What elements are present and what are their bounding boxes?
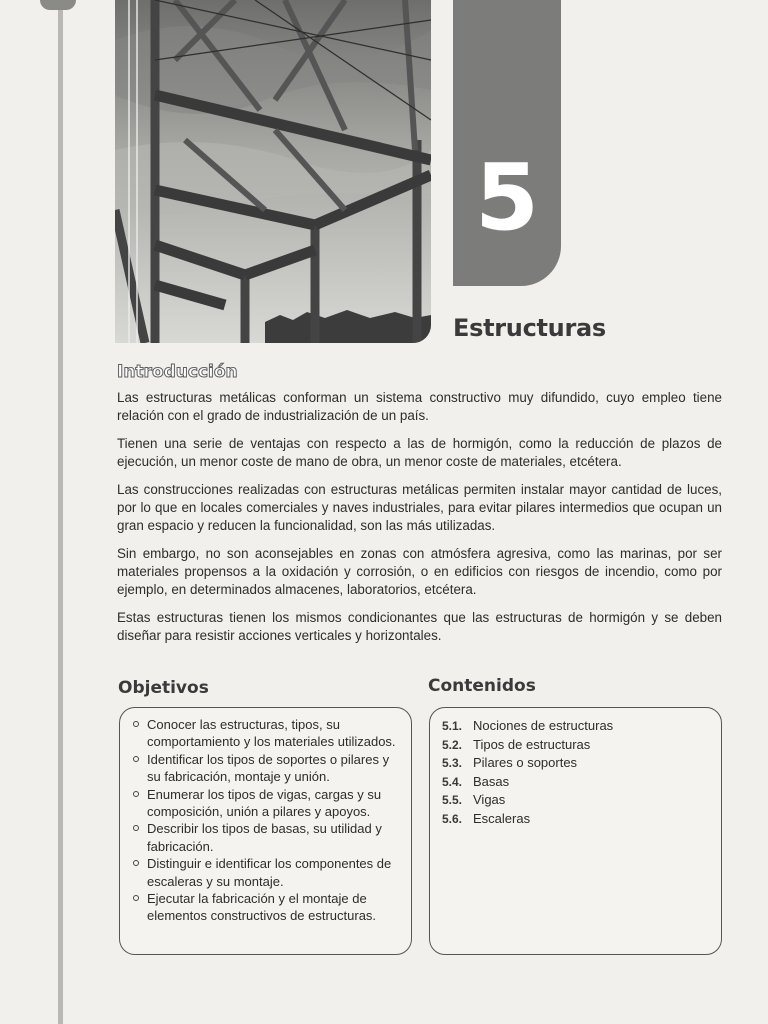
objetivos-box (119, 707, 412, 955)
contenido-number: 5.5. (442, 793, 463, 808)
chapter-tab (453, 0, 561, 286)
chapter-number: 5 (474, 144, 539, 251)
contenido-item (442, 791, 721, 810)
objetivo-item: Describir los tipos de basas, su utilidad y fabricación. (147, 820, 401, 855)
objetivo-item: Conocer las estructuras, tipos, su comportamiento y los materiales utilizados. (147, 716, 401, 751)
contenido-label: Nociones de estructuras (473, 718, 614, 733)
contenido-label: Vigas (473, 792, 506, 808)
intro-body (117, 389, 722, 655)
intro-paragraph: Las construcciones realizadas con estructuras metálicas permiten instalar mayor cantidad de luces, por lo que en locales comerciales y naves industriales, para evitar pilares intermedios que ocupan un gran espacio y reducen la funcionalidad, son las más utilizadas. (117, 482, 722, 533)
intro-paragraph: Tienen una serie de ventajas con respecto a las de hormigón, como la reducción de plazos de ejecución, un menor coste de mano de obra, un menor coste de materiales, etcétera. (117, 436, 722, 469)
intro-paragraph: Estas estructuras tienen los mismos condicionantes que las estructuras de hormigón y se deben diseñar para resistir acciones verticales y horizontales. (117, 610, 722, 643)
contenido-item (442, 773, 721, 792)
page-binding-edge (58, 0, 63, 1024)
intro-heading: Introducción (117, 362, 238, 382)
contenido-number: 5.1. (442, 719, 463, 733)
contenido-label: Basas (473, 773, 510, 789)
steel-structure-photo (115, 0, 431, 343)
contenido-number: 5.6. (442, 811, 463, 826)
objetivos-list (120, 708, 411, 925)
contenido-item (442, 810, 721, 829)
objetivo-item: Distinguir e identificar los componentes de escaleras y su montaje. (147, 855, 401, 890)
contenido-item (442, 754, 721, 773)
objetivos-heading: Objetivos (118, 678, 209, 698)
contenidos-list (430, 708, 721, 829)
contenido-label: Escaleras (473, 810, 531, 826)
contenidos-heading: Contenidos (428, 676, 536, 696)
contenido-number: 5.2. (442, 737, 463, 752)
intro-paragraph: Sin embargo, no son aconsejables en zonas con atmósfera agresiva, como las marinas, por ser materiales propensos a la oxidación y corrosión, o en edificios con riesgos de incendio, como por ejemplo, en determinados almacenes, laboratorios, etcétera. (117, 546, 722, 597)
contenido-item (442, 717, 721, 736)
contenido-label: Tipos de estructuras (473, 736, 591, 752)
contenidos-box (429, 707, 722, 955)
contenido-label: Pilares o soportes (473, 755, 578, 771)
chapter-title: Estructuras (453, 314, 606, 342)
contenido-number: 5.3. (442, 756, 463, 771)
contenido-number: 5.4. (442, 774, 463, 789)
objetivo-item: Ejecutar la fabricación y el montaje de elementos constructivos de estructuras. (147, 890, 401, 925)
intro-paragraph: Las estructuras metálicas conforman un sistema constructivo muy difundido, cuyo empleo tiene relación con el grado de industrialización de un país. (117, 390, 722, 423)
binding-clip (40, 0, 76, 10)
objetivo-item: Enumerar los tipos de vigas, cargas y su composición, unión a pilares y apoyos. (147, 786, 401, 821)
contenido-item (442, 736, 721, 755)
objetivo-item: Identificar los tipos de soportes o pilares y su fabricación, montaje y unión. (147, 751, 401, 786)
